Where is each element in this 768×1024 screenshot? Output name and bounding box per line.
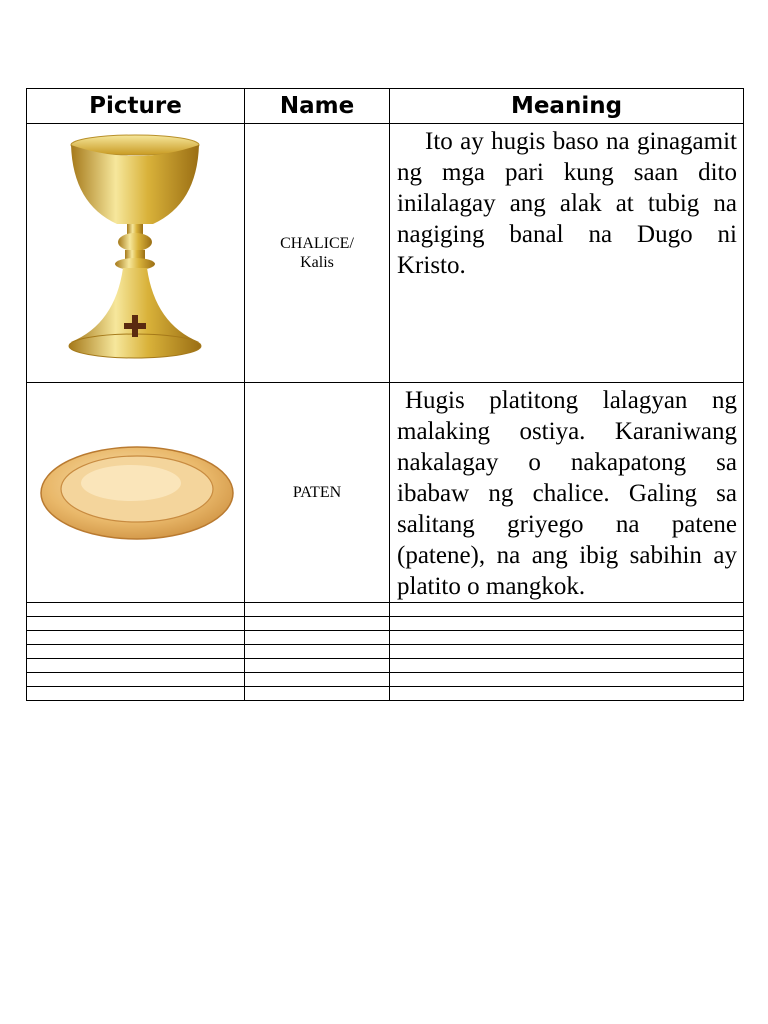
- meaning-chalice: Ito ay hugis baso na ginagamit ng mga pari kung saan dito inilalagay ang alak at tubig na nagiging banal na Dugo ni Kristo.: [397, 128, 737, 279]
- name-chalice-line1: CHALICE/: [280, 235, 354, 252]
- empty-row: [27, 645, 744, 659]
- name-chalice-line2: Kalis: [300, 254, 334, 271]
- meaning-paten: Hugis platitong lalagyan ng malaking ostiya. Karaniwang nakalagay o nakapatong sa ibabaw ng chalice. Galing sa salitang griyego na patene (patene), na ang ibig sabihin ay platito o mangkok.: [397, 387, 737, 600]
- header-meaning: Meaning: [390, 89, 744, 124]
- empty-row: [27, 659, 744, 673]
- name-paten: PATEN: [292, 484, 342, 501]
- meaning-cell-paten: [390, 383, 744, 603]
- paten-icon: [27, 383, 243, 597]
- chalice-icon: [27, 124, 243, 374]
- name-cell-paten: [245, 383, 390, 603]
- empty-row: [27, 603, 744, 617]
- table-row-chalice: [27, 124, 744, 383]
- meaning-cell-chalice: [390, 124, 744, 383]
- empty-row: [27, 687, 744, 701]
- picture-cell-chalice: [27, 124, 245, 383]
- table-row-paten: [27, 383, 744, 603]
- name-cell-chalice: [245, 124, 390, 383]
- empty-row: [27, 617, 744, 631]
- header-picture: Picture: [27, 89, 245, 124]
- header-name: Name: [245, 89, 390, 124]
- empty-row: [27, 631, 744, 645]
- items-table: [26, 88, 744, 701]
- empty-row: [27, 673, 744, 687]
- picture-cell-paten: [27, 383, 245, 603]
- header-row: [27, 89, 744, 124]
